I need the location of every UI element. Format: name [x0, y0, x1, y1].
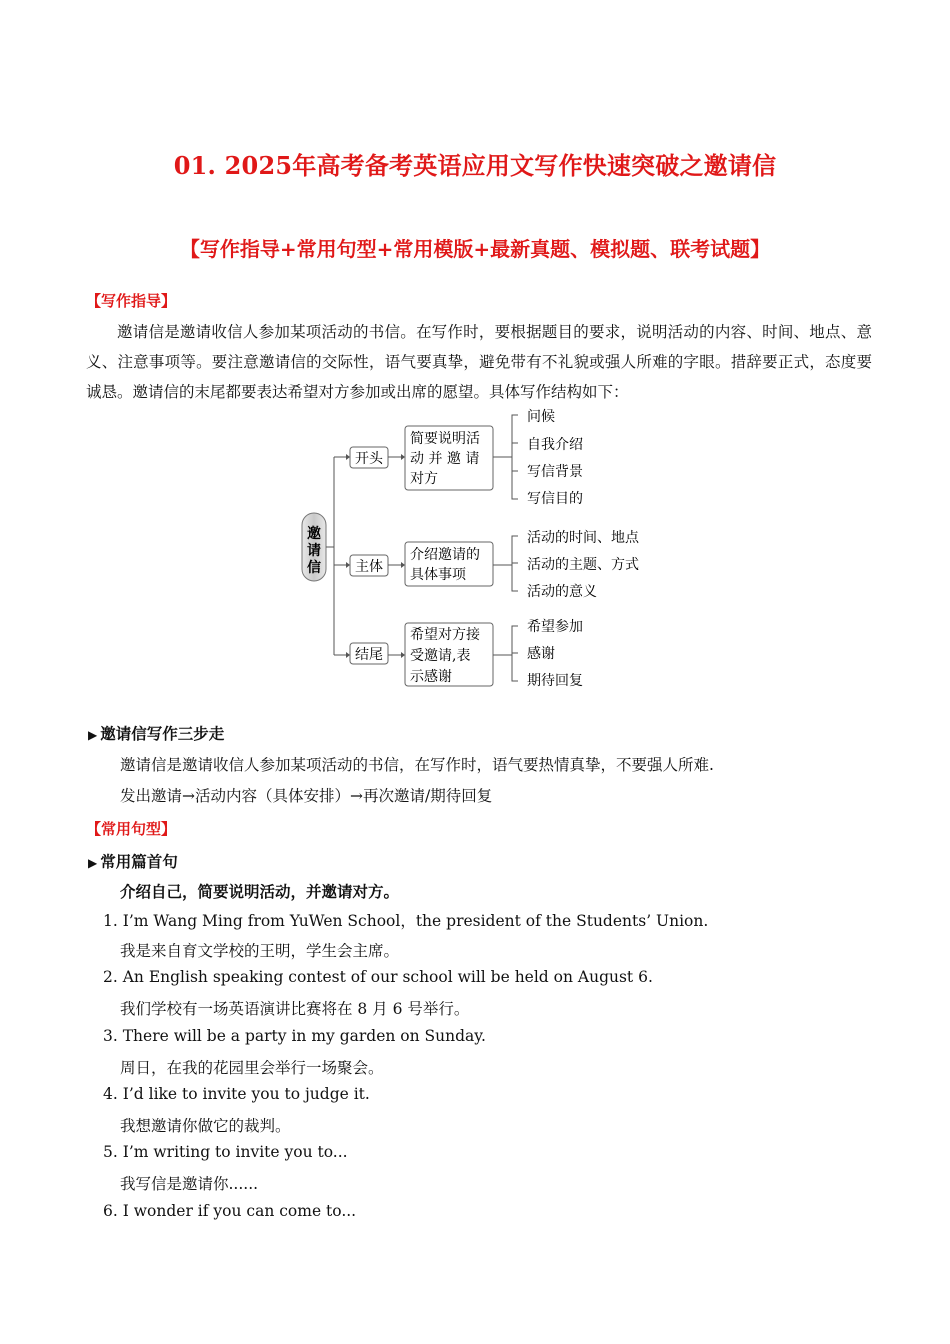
- sentence-en: 2. An English speaking contest of our school will be held on August 6.: [103, 968, 653, 986]
- steps-heading: [88, 722, 224, 744]
- diagram-branch-label: 主体: [355, 559, 383, 575]
- triangle-bullet-icon: ▶: [88, 728, 98, 742]
- diagram-root-char: 信: [307, 560, 321, 576]
- diagram-item: 自我介绍: [527, 437, 583, 453]
- diagram-desc-line: 希望对方接: [410, 627, 480, 643]
- sentence-zh: 我想邀请你做它的裁判。: [120, 1117, 291, 1135]
- diagram-root-char: 邀: [307, 526, 321, 542]
- diagram-desc-line: 具体事项: [410, 567, 466, 583]
- diagram-item: 期待回复: [527, 673, 583, 689]
- triangle-bullet-icon: ▶: [88, 856, 98, 870]
- diagram-item: 写信背景: [527, 464, 583, 480]
- sentences-intro: 介绍自己，简要说明活动，并邀请对方。: [120, 882, 400, 901]
- sentence-en: 5. I’m writing to invite you to...: [103, 1143, 348, 1161]
- sentence-en: 1. I’m Wang Ming from YuWen School，the president of the Students’ Union.: [103, 912, 709, 930]
- section-heading-guide: 【写作指导】: [86, 292, 177, 310]
- page-subtitle: 【写作指导+常用句型+常用模版+最新真题、模拟题、联考试题】: [179, 237, 771, 261]
- diagram-desc-line: 对方: [410, 471, 438, 487]
- section-heading-sentences: 【常用句型】: [86, 820, 177, 838]
- page-title: 01. 2025年高考备考英语应用文写作快速突破之邀请信: [173, 151, 777, 180]
- diagram-desc-line: 简要说明活: [410, 431, 480, 447]
- diagram-item: 活动的时间、地点: [527, 530, 639, 546]
- sentences-subheading-text: 常用篇首句: [100, 852, 178, 871]
- sentence-zh: 我们学校有一场英语演讲比赛将在 8 月 6 号举行。: [120, 1000, 470, 1018]
- sentence-zh: 我写信是邀请你......: [120, 1175, 259, 1193]
- sentence-en: 4. I’d like to invite you to judge it.: [103, 1085, 370, 1103]
- sentence-en: 3. There will be a party in my garden on Sunday.: [103, 1027, 486, 1045]
- diagram-item: 写信目的: [527, 491, 583, 507]
- steps-line: 邀请信是邀请收信人参加某项活动的书信，在写作时，语气要热情真挚，不要强人所难.: [120, 756, 714, 774]
- diagram-item: 希望参加: [527, 619, 583, 635]
- diagram-item: 活动的意义: [527, 584, 597, 600]
- steps-flow: 发出邀请→活动内容（具体安排）→再次邀请/期待回复: [120, 787, 493, 805]
- sentences-subheading: [88, 850, 178, 872]
- diagram-desc-line: 介绍邀请的: [410, 547, 480, 563]
- sentence-zh: 我是来自育文学校的王明，学生会主席。: [120, 942, 400, 960]
- diagram-item: 感谢: [527, 646, 555, 662]
- diagram-desc-line: 受邀请,表: [410, 648, 471, 664]
- diagram-root-char: 请: [307, 543, 321, 559]
- diagram-item: 活动的主题、方式: [527, 557, 639, 573]
- structure-diagram: [298, 405, 678, 695]
- sentence-zh: 周日，在我的花园里会举行一场聚会。: [120, 1059, 384, 1077]
- diagram-branch-label: 结尾: [355, 647, 383, 663]
- diagram-item: 问候: [527, 409, 555, 425]
- diagram-desc-line: 示感谢: [410, 669, 452, 685]
- sentence-en: 6. I wonder if you can come to...: [103, 1202, 357, 1220]
- diagram-desc-line: 动 并 邀 请: [410, 451, 480, 467]
- steps-heading-text: 邀请信写作三步走: [100, 724, 225, 743]
- guide-paragraph: 邀请信是邀请收信人参加某项活动的书信。在写作时，要根据题目的要求，说明活动的内容、时间、地点、意义、注意事项等。要注意邀请信的交际性，语气要真挚，避免带有不礼貌或强人所难的字眼。措辞要正式，态度要诚恳。邀请信的末尾都要表达希望对方参加或出席的愿望。具体写作结构如下：: [86, 323, 872, 401]
- diagram-branch-label: 开头: [355, 451, 383, 467]
